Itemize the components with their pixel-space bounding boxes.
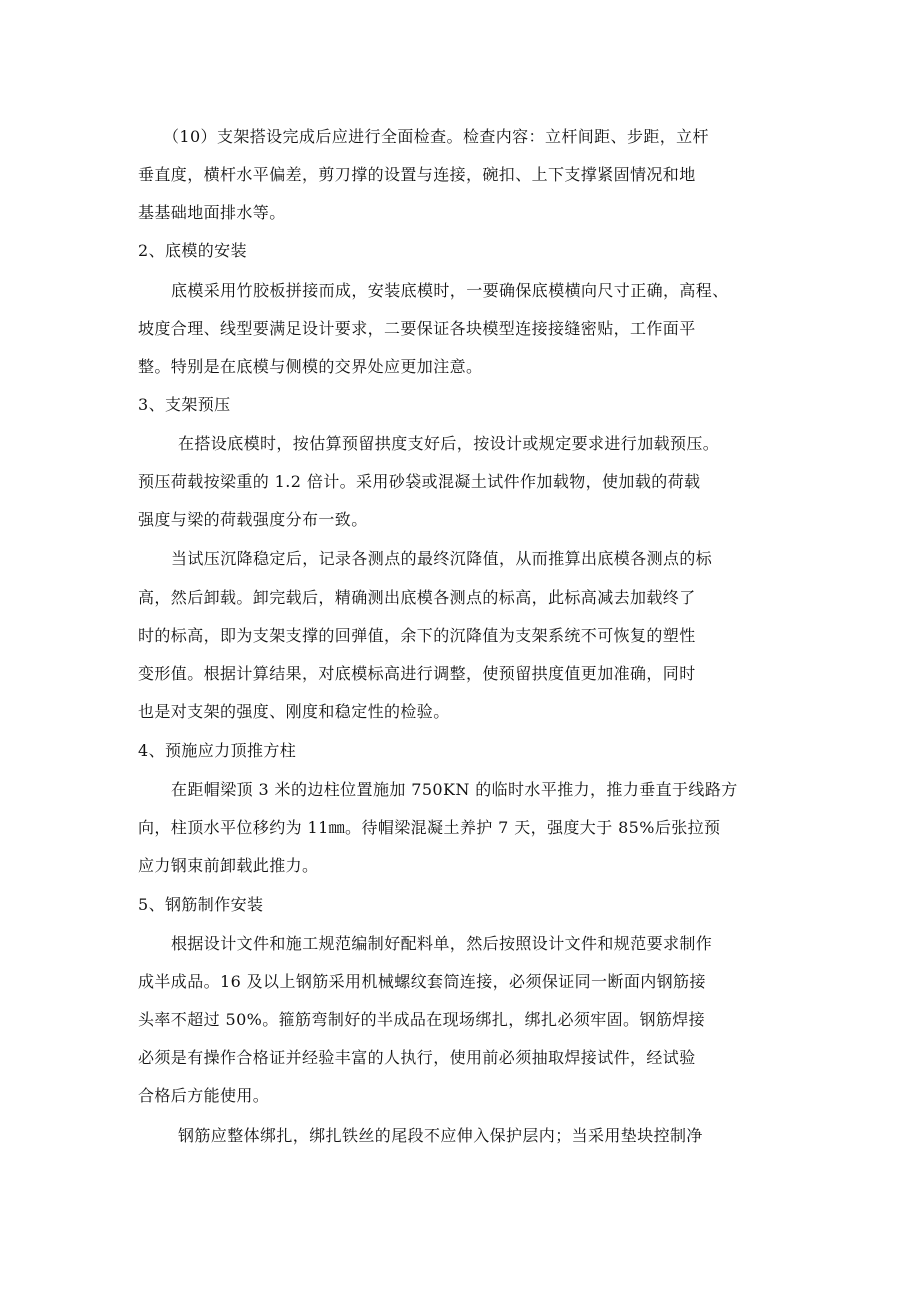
section-heading: 4、预施应力顶推方柱 (138, 741, 297, 760)
paragraph-line: 在搭设底模时，按估算预留拱度支好后，按设计或规定要求进行加载预压。 (178, 434, 720, 453)
paragraph-line: 时的标高，即为支架支撑的回弹值，余下的沉降值为支架系统不可恢复的塑性 (138, 626, 696, 645)
paragraph-line: 底模采用竹胶板拼接而成，安装底模时，一要确保底模横向尺寸正确，高程、 (171, 281, 729, 300)
paragraph-line: （10）支架搭设完成后应进行全面检查。检查内容：立杆间距、步距，立杆 (163, 127, 709, 146)
paragraph-line: 在距帽梁顶 3 米的边柱位置施加 750KN 的临时水平推力，推力垂直于线路方 (171, 780, 738, 799)
paragraph-line: 向，柱顶水平位移约为 11㎜。待帽梁混凝土养护 7 天，强度大于 85%后张拉预 (138, 818, 721, 837)
paragraph-line: 变形值。根据计算结果，对底模标高进行调整，使预留拱度值更加准确，同时 (138, 664, 696, 683)
section-heading: 3、支架预压 (138, 395, 231, 414)
section-heading: 2、底模的安装 (138, 241, 247, 260)
paragraph-line: 根据设计文件和施工规范编制好配料单，然后按照设计文件和规范要求制作 (171, 934, 713, 953)
paragraph-line: 合格后方能使用。 (138, 1086, 270, 1105)
paragraph-line: 钢筋应整体绑扎，绑扎铁丝的尾段不应伸入保护层内；当采用垫块控制净 (178, 1126, 703, 1145)
paragraph-line: 预压荷载按梁重的 1.2 倍计。采用砂袋或混凝土试件作加载物，使加载的荷载 (138, 472, 701, 491)
paragraph-line: 垂直度，横杆水平偏差，剪刀撑的设置与连接，碗扣、上下支撑紧固情况和地 (138, 165, 696, 184)
section-heading: 5、钢筋制作安装 (138, 895, 264, 914)
paragraph-line: 也是对支架的强度、刚度和稳定性的检验。 (138, 702, 450, 721)
paragraph-line: 当试压沉降稳定后，记录各测点的最终沉降值，从而推算出底模各测点的标 (171, 549, 713, 568)
paragraph-line: 基基础地面排水等。 (138, 203, 286, 222)
paragraph-line: 整。特别是在底模与侧模的交界处应更加注意。 (138, 357, 483, 376)
paragraph-line: 坡度合理、线型要满足设计要求，二要保证各块模型连接接缝密贴，工作面平 (138, 319, 696, 338)
paragraph-line: 应力钢束前卸载此推力。 (138, 856, 319, 875)
paragraph-line: 高，然后卸载。卸完载后，精确测出底模各测点的标高，此标高减去加载终了 (138, 588, 696, 607)
paragraph-line: 必须是有操作合格证并经验丰富的人执行，使用前必须抽取焊接试件，经试验 (138, 1048, 696, 1067)
paragraph-line: 头率不超过 50%。箍筋弯制好的半成品在现场绑扎，绑扎必须牢固。钢筋焊接 (138, 1010, 706, 1029)
paragraph-line: 成半成品。16 及以上钢筋采用机械螺纹套筒连接，必须保证同一断面内钢筋接 (138, 972, 706, 991)
paragraph-line: 强度与梁的荷载强度分布一致。 (138, 510, 368, 529)
